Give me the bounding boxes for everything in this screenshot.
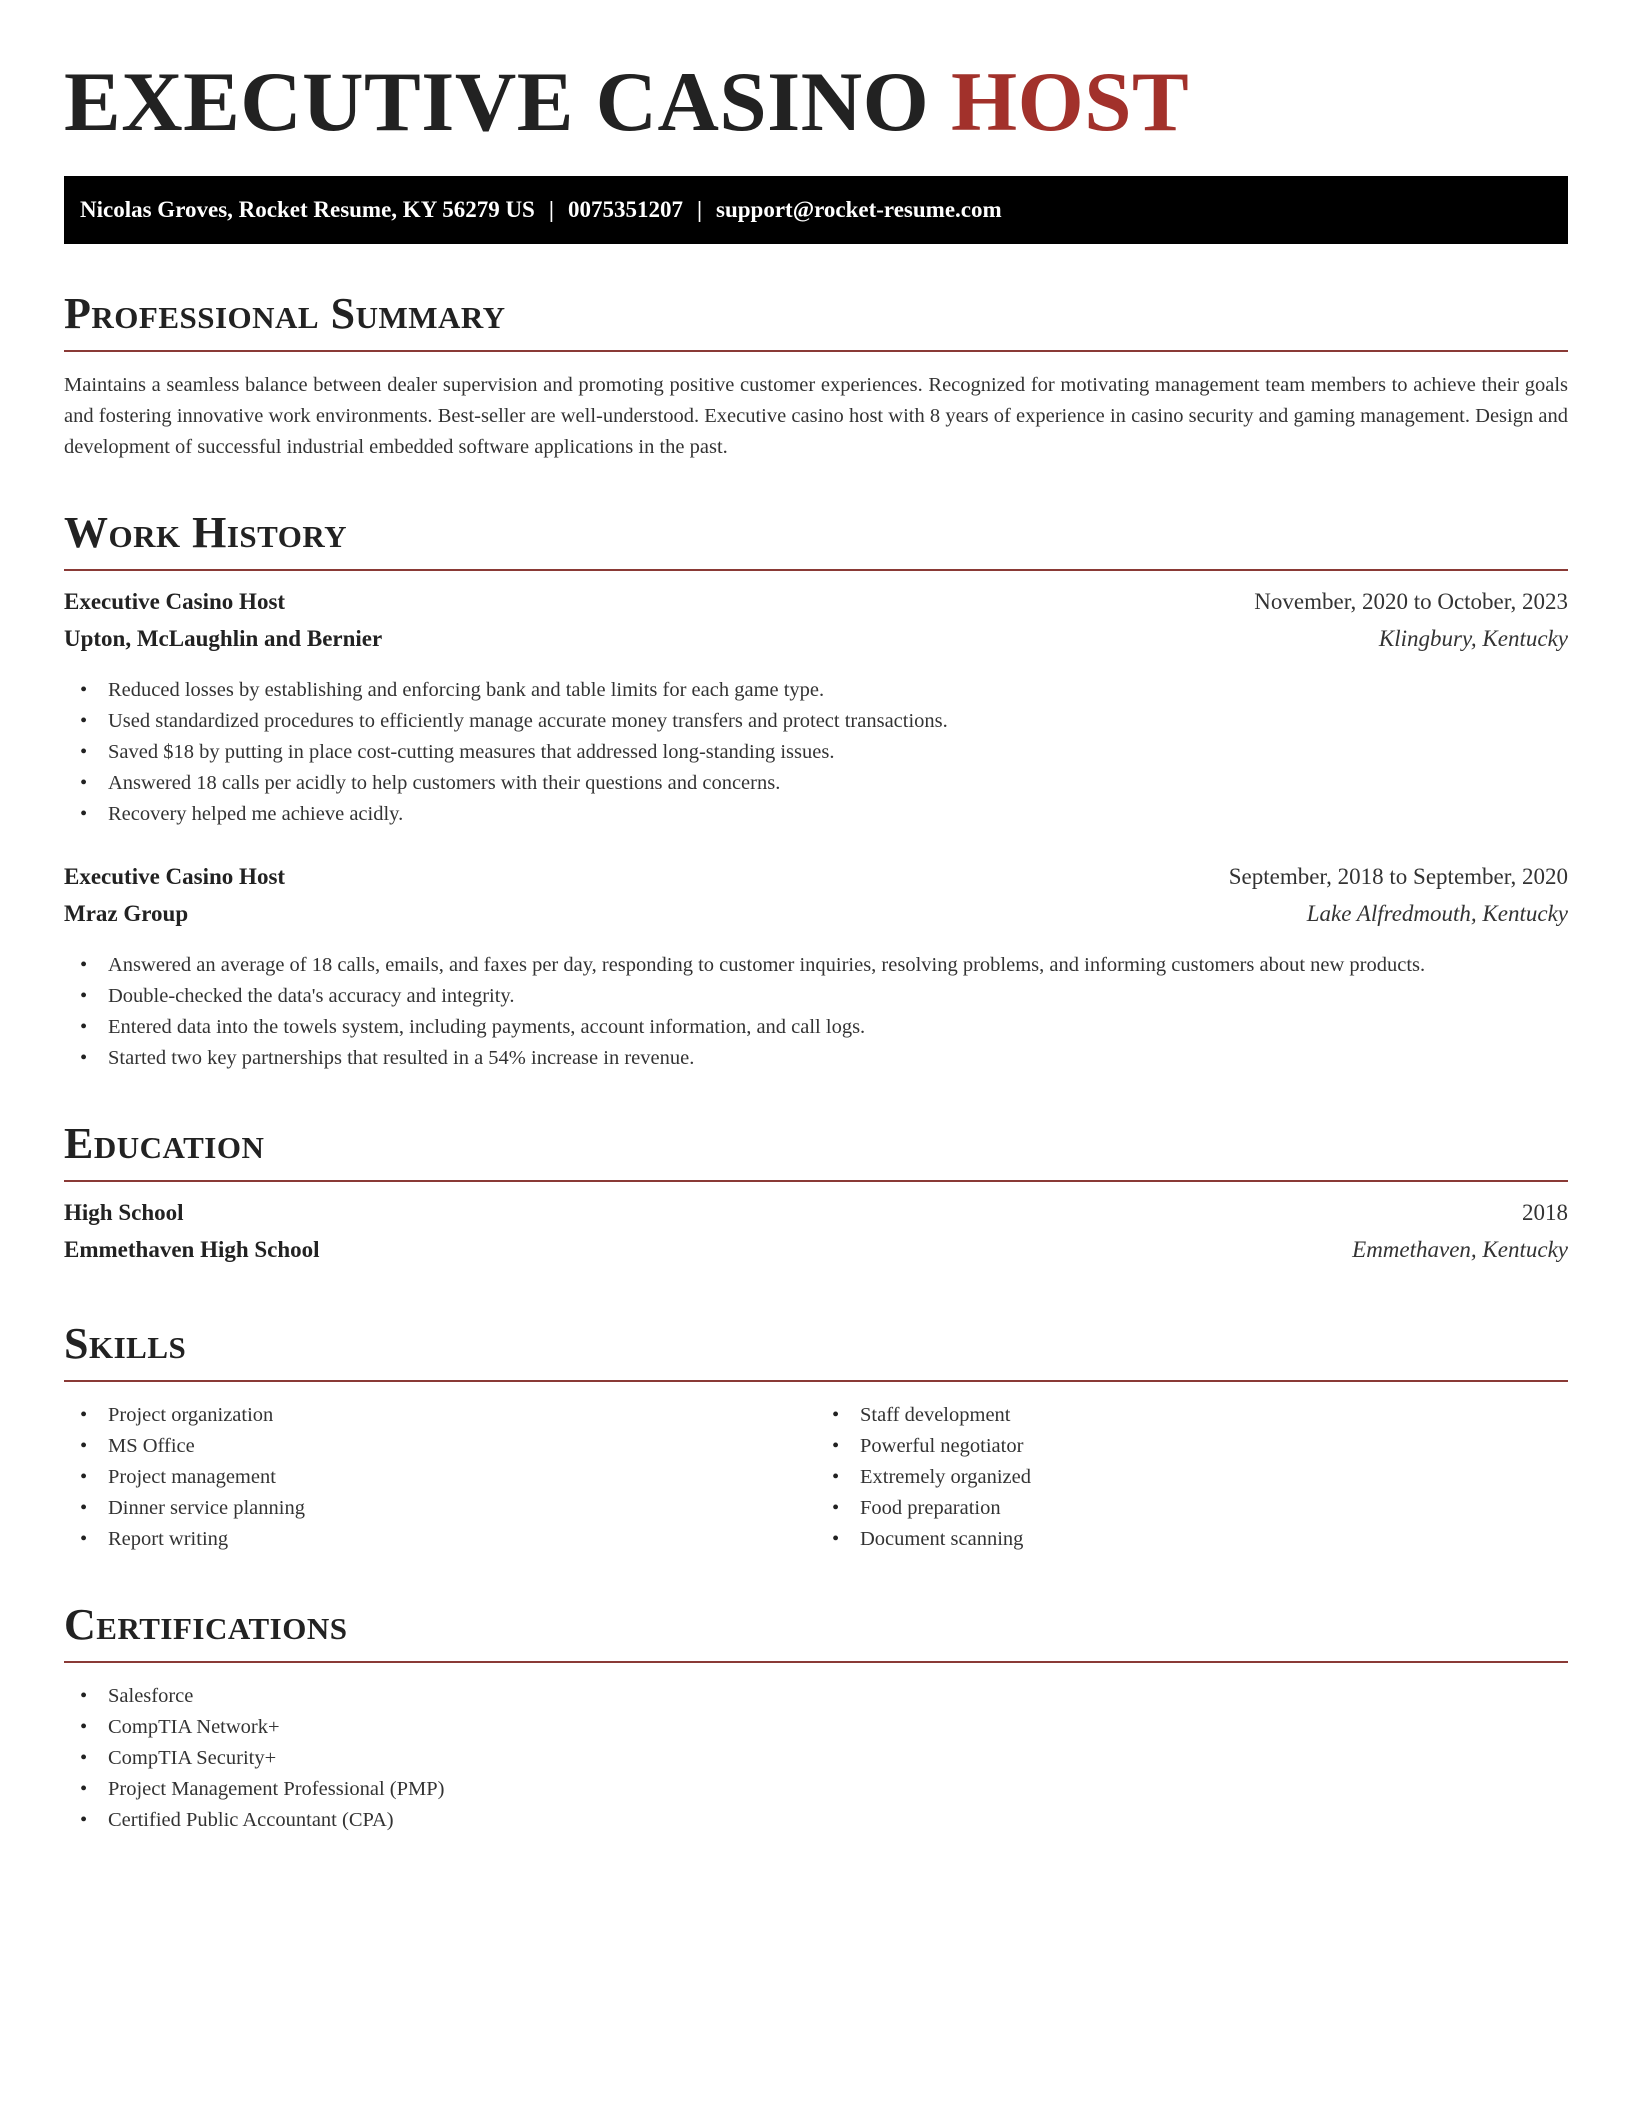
list-item: • Certified Public Accountant (CPA) bbox=[64, 1805, 1568, 1836]
list-item: • Powerful negotiator bbox=[816, 1431, 1568, 1462]
education-degree-row bbox=[64, 1200, 1568, 1237]
summary-text: Maintains a seamless balance between dealer supervision and promoting positive customer experiences. Recognized for motivating management team members to achieve their goals and fostering innovative work environments. Best-seller are well-understood. Executive casino host with 8 years of experience in casino security and gaming management. Design and development of successful industrial embedded software applications in the past. bbox=[64, 374, 1568, 458]
summary-heading: Professional Summary bbox=[64, 288, 1568, 352]
skills-heading: Skills bbox=[64, 1318, 1568, 1382]
skills-grid bbox=[64, 1400, 1568, 1555]
list-item: • Extremely organized bbox=[816, 1462, 1568, 1493]
education-school-row bbox=[64, 1237, 1568, 1274]
work-history-section bbox=[64, 507, 1568, 1074]
contact-separator: | bbox=[696, 197, 703, 222]
list-item: • Answered an average of 18 calls, emails, and faxes per day, responding to customer inquiries, resolving problems, and informing customers about new products. bbox=[64, 950, 1568, 981]
certifications-section bbox=[64, 1599, 1568, 1836]
education-degree: High School bbox=[64, 1200, 184, 1225]
summary-section bbox=[64, 288, 1568, 463]
list-item: • Used standardized procedures to efficiently manage accurate money transfers and protect transactions. bbox=[64, 706, 1568, 737]
list-item: • Food preparation bbox=[816, 1493, 1568, 1524]
job-dates: November, 2020 to October, 2023 bbox=[1254, 589, 1568, 614]
list-item: • Reduced losses by establishing and enforcing bank and table limits for each game type. bbox=[64, 675, 1568, 706]
skills-column-left bbox=[64, 1400, 816, 1555]
list-item: • CompTIA Network+ bbox=[64, 1712, 1568, 1743]
job-title: Executive Casino Host bbox=[64, 864, 286, 889]
contact-phone[interactable]: 0075351207 bbox=[567, 197, 683, 222]
education-year: 2018 bbox=[1522, 1200, 1568, 1225]
job-header-row bbox=[64, 864, 1568, 901]
job-bullets bbox=[64, 950, 1568, 1074]
education-school: Emmethaven High School bbox=[64, 1237, 320, 1262]
job-company-row bbox=[64, 901, 1568, 938]
title-accent: HOST bbox=[951, 55, 1190, 149]
list-item: • Project Management Professional (PMP) bbox=[64, 1774, 1568, 1805]
job-bullets bbox=[64, 675, 1568, 830]
skills-column-right bbox=[816, 1400, 1568, 1555]
job-company-row bbox=[64, 626, 1568, 663]
list-item: • Entered data into the towels system, including payments, account information, and call logs. bbox=[64, 1012, 1568, 1043]
education-location: Emmethaven, Kentucky bbox=[1352, 1237, 1568, 1262]
list-item: • Project management bbox=[64, 1462, 816, 1493]
job-location: Lake Alfredmouth, Kentucky bbox=[1306, 901, 1568, 926]
title-main: EXECUTIVE CASINO bbox=[64, 55, 930, 149]
list-item: • MS Office bbox=[64, 1431, 816, 1462]
list-item: • Report writing bbox=[64, 1524, 816, 1555]
education-section bbox=[64, 1118, 1568, 1274]
list-item: • Recovery helped me achieve acidly. bbox=[64, 799, 1568, 830]
contact-email[interactable]: support@rocket-resume.com bbox=[716, 197, 1002, 222]
certifications-list bbox=[64, 1681, 1568, 1836]
job-location: Klingbury, Kentucky bbox=[1378, 626, 1568, 651]
list-item: • Answered 18 calls per acidly to help customers with their questions and concerns. bbox=[64, 768, 1568, 799]
job-title: Executive Casino Host bbox=[64, 589, 286, 614]
list-item: • Document scanning bbox=[816, 1524, 1568, 1555]
skills-section bbox=[64, 1318, 1568, 1555]
job-header-row bbox=[64, 589, 1568, 626]
list-item: • Staff development bbox=[816, 1400, 1568, 1431]
list-item: • Project organization bbox=[64, 1400, 816, 1431]
list-item: • Double-checked the data's accuracy and integrity. bbox=[64, 981, 1568, 1012]
contact-bar bbox=[64, 176, 1568, 244]
contact-address: Nicolas Groves, Rocket Resume, KY 56279 US bbox=[80, 197, 535, 222]
list-item: • Dinner service planning bbox=[64, 1493, 816, 1524]
job-company: Mraz Group bbox=[64, 901, 189, 926]
contact-separator: | bbox=[548, 197, 554, 222]
list-item: • Started two key partnerships that resulted in a 54% increase in revenue. bbox=[64, 1043, 1568, 1074]
work-history-heading: Work History bbox=[64, 507, 1568, 571]
job-entry bbox=[64, 589, 1568, 830]
job-dates: September, 2018 to September, 2020 bbox=[1228, 864, 1568, 889]
list-item: • Saved $18 by putting in place cost-cutting measures that addressed long-standing issues. bbox=[64, 737, 1568, 768]
list-item: • CompTIA Security+ bbox=[64, 1743, 1568, 1774]
job-entry bbox=[64, 864, 1568, 1074]
certifications-heading: Certifications bbox=[64, 1599, 1568, 1663]
list-item: • Salesforce bbox=[64, 1681, 1568, 1712]
education-heading: Education bbox=[64, 1118, 1568, 1182]
job-company: Upton, McLaughlin and Bernier bbox=[64, 626, 383, 651]
resume-title bbox=[64, 52, 1568, 152]
